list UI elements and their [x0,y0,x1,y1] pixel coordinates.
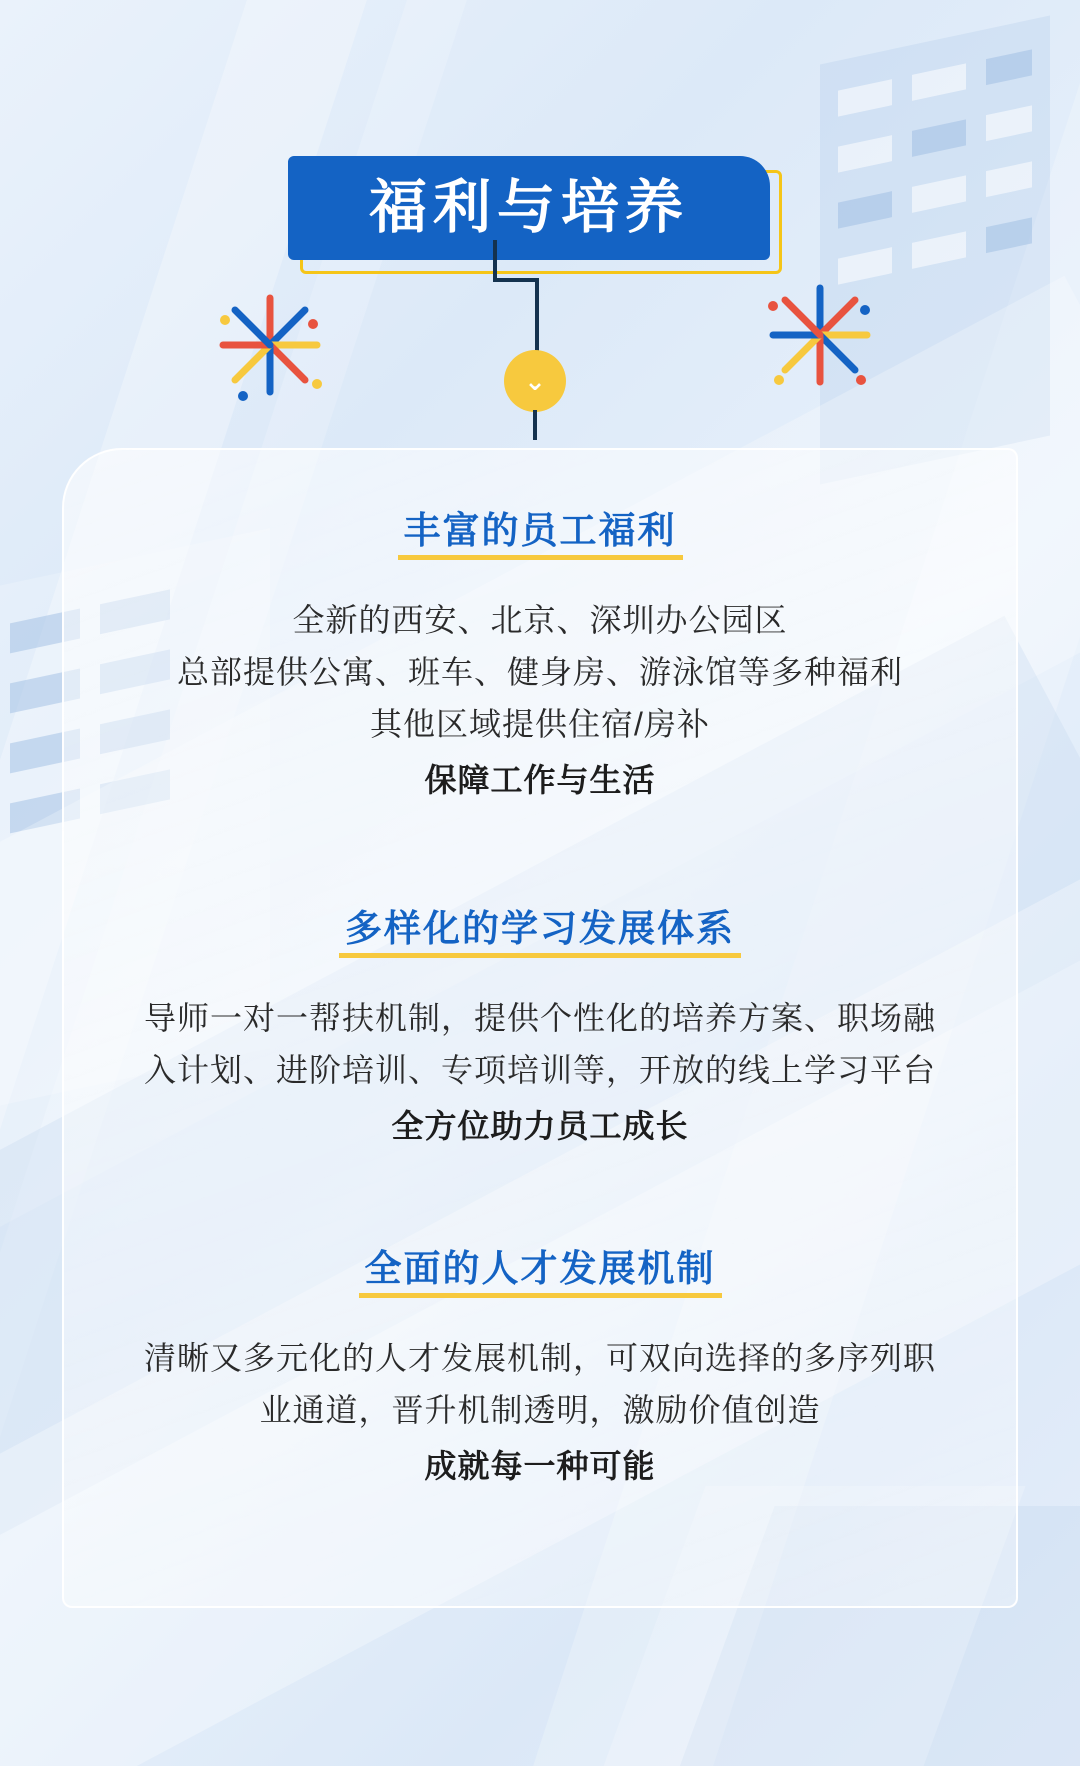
connector-line [533,410,537,440]
section-body [64,1332,1016,1492]
section-body [64,594,1016,806]
connector-line [493,240,497,282]
section-line: 清晰又多元化的人才发展机制，可双向选择的多序列职 [143,1340,936,1376]
section-learning-development [64,898,1016,1152]
double-chevron-down-icon: ⌄ [524,366,546,396]
section-line: 业通道，晋升机制透明，激励价值创造 [259,1392,821,1428]
section-title: 丰富的员工福利 [398,500,683,560]
section-body [64,992,1016,1152]
section-talent-development [64,1238,1016,1492]
section-highlight: 全方位助力员工成长 [391,1108,689,1144]
section-employee-benefits [64,500,1016,806]
page-title: 福利与培养 [368,175,689,240]
content-card [62,448,1018,1608]
section-line: 入计划、进阶培训、专项培训等，开放的线上学习平台 [143,1052,936,1088]
section-title: 多样化的学习发展体系 [339,898,741,958]
connector-line [493,278,539,282]
connector-line [535,278,539,356]
section-highlight: 成就每一种可能 [424,1448,656,1484]
section-line: 其他区域提供住宿/房补 [370,706,710,742]
section-line: 全新的西安、北京、深圳办公园区 [292,602,788,638]
section-title: 全面的人才发展机制 [359,1238,722,1298]
scroll-down-button[interactable] [504,350,566,412]
section-line: 导师一对一帮扶机制，提供个性化的培养方案、职场融 [143,1000,936,1036]
section-highlight: 保障工作与生活 [424,762,656,798]
section-line: 总部提供公寓、班车、健身房、游泳馆等多种福利 [176,654,903,690]
connector [0,240,1080,420]
